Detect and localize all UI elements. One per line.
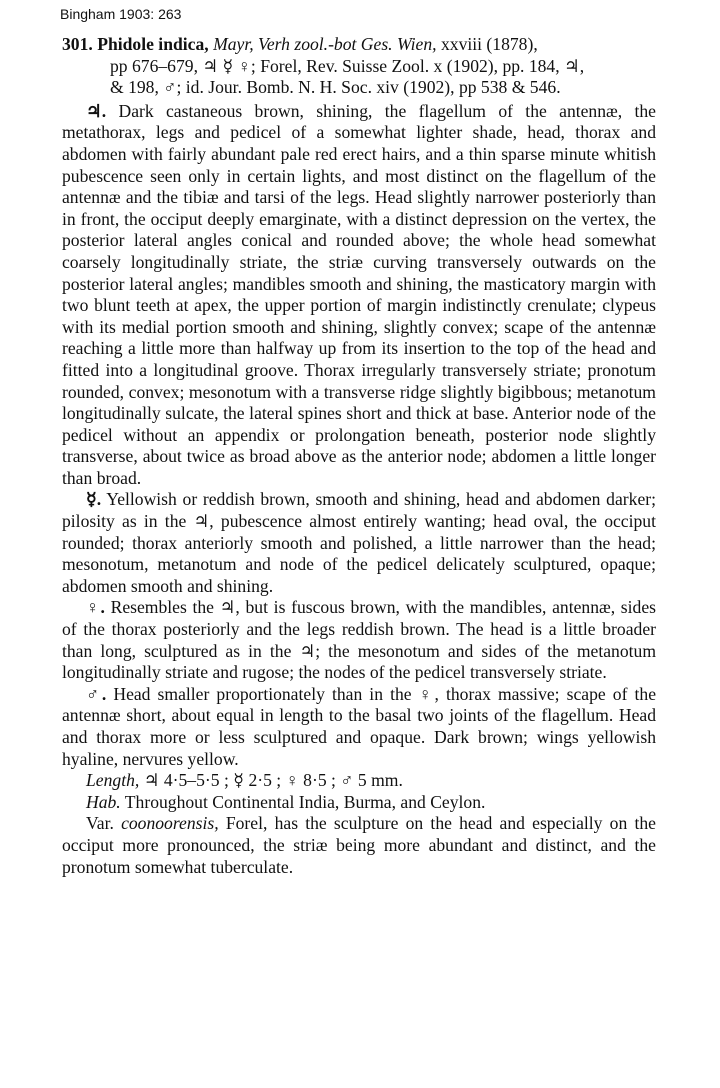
length-line bbox=[62, 770, 656, 792]
habitat-label: Hab. bbox=[86, 791, 121, 812]
caste-symbol-female: ♀. bbox=[86, 597, 105, 618]
paragraph-text: Yellowish or reddish brown, smooth and shining, head and abdomen darker; pilosity as in the ♃, pubescence almost entirely wanting; head oval, the occiput rounded; thorax anteriorly smooth and polished, a little narrower than the head; mesonotum, metanotum and node of the pedicel delicately sculptured, opaque; abdomen smooth and shining. bbox=[62, 489, 657, 596]
species-entry bbox=[62, 34, 656, 878]
description-female bbox=[62, 597, 656, 683]
length-label: Length, bbox=[86, 770, 140, 791]
variety-paragraph bbox=[62, 813, 656, 878]
citation-part2: xxviii (1878), bbox=[440, 34, 538, 54]
caste-symbol-worker: ☿. bbox=[86, 489, 102, 510]
citation-part1: Mayr, Verh zool.-bot Ges. Wien, bbox=[213, 34, 437, 54]
description-male bbox=[62, 684, 656, 770]
paragraph-text: Resembles the ♃, but is fuscous brown, with the mandibles, antennæ, sides of the thorax posteriorly and the legs reddish brown. The head is a little broader than long, sculptured as in the ♃; the mesonotum and sides of the metanotum longitudinally striate and rugose; the nodes of the pedicel transversely striate. bbox=[62, 597, 656, 683]
description-major-worker bbox=[62, 101, 656, 490]
variety-label: Var. bbox=[86, 813, 114, 834]
species-name: Phidole indica, bbox=[97, 34, 209, 54]
entry-number: 301. bbox=[62, 34, 93, 54]
description-worker bbox=[62, 489, 656, 597]
length-values: ♃ 4·5–5·5 ; ☿ 2·5 ; ♀ 8·5 ; ♂ 5 mm. bbox=[143, 770, 403, 791]
entry-heading bbox=[62, 34, 656, 99]
habitat-line bbox=[62, 792, 656, 814]
caste-symbol-major: ♃. bbox=[86, 100, 107, 121]
citation-line3: & 198, ♂; id. Jour. Bomb. N. H. Soc. xiv (1902), pp 538 & 546. bbox=[110, 77, 561, 98]
variety-name: coonoorensis, bbox=[121, 813, 219, 834]
source-label: Bingham 1903: 263 bbox=[60, 6, 182, 22]
habitat-text: Throughout Continental India, Burma, and Ceylon. bbox=[124, 791, 486, 812]
citation-line2: pp 676–679, ♃ ☿ ♀; Forel, Rev. Suisse Zool. x (1902), pp. 184, ♃, bbox=[110, 55, 585, 76]
variety-text: Forel, has the sculpture on the head and especially on the occiput more pronounced, the striæ being more abundant and distinct, and the pronotum somewhat tuberculate. bbox=[62, 813, 656, 877]
caste-symbol-male: ♂. bbox=[86, 683, 107, 704]
paragraph-text: Head smaller proportionately than in the ♀, thorax massive; scape of the antennæ short, about equal in length to the basal two joints of the flagellum. Head and thorax more or less sculptured and opaque. Dark brown; wings yellowish hyaline, nervures yellow. bbox=[62, 683, 657, 769]
paragraph-text: Dark castaneous brown, shining, the flagellum of the antennæ, the metathorax, legs and pedicel of a somewhat lighter shade, head, thorax and abdomen with fairly abundant pale red erect hairs, and a thin sparse minute whitish pubescence seen only in certain lights, and most distinct on the flagellum of the antennæ and the tibiæ and tarsi of the legs. Head slightly narrower posteriorly than in front, the occiput deeply emarginate, with a distinct depression on the vertex, the posterior lateral angles conical and rounded above; the whole head somewhat coarsely longitudinally striate, the striæ curving transversely outwards on the posterior lateral angles; mandibles smooth and shining, the masticatory margin with two blunt teeth at apex, the upper portion of margin indistinctly crenulate; clypeus with its medial portion smooth and shining, slightly convex; scape of the antennæ reaching a little more than halfway up from its insertion to the top of the head and fitted into a longitudinal groove. Thorax irregularly transversely striate; pronotum rounded, convex; mesonotum with a transverse ridge slightly bigibbous; metanotum longitudinally sulcate, the lateral spines short and thick at base. Anterior node of the pedicel without an appendix or prolongation beneath, posterior node slightly transverse, about twice as broad above as the anterior node; abdomen a little longer than broad. bbox=[62, 100, 656, 488]
